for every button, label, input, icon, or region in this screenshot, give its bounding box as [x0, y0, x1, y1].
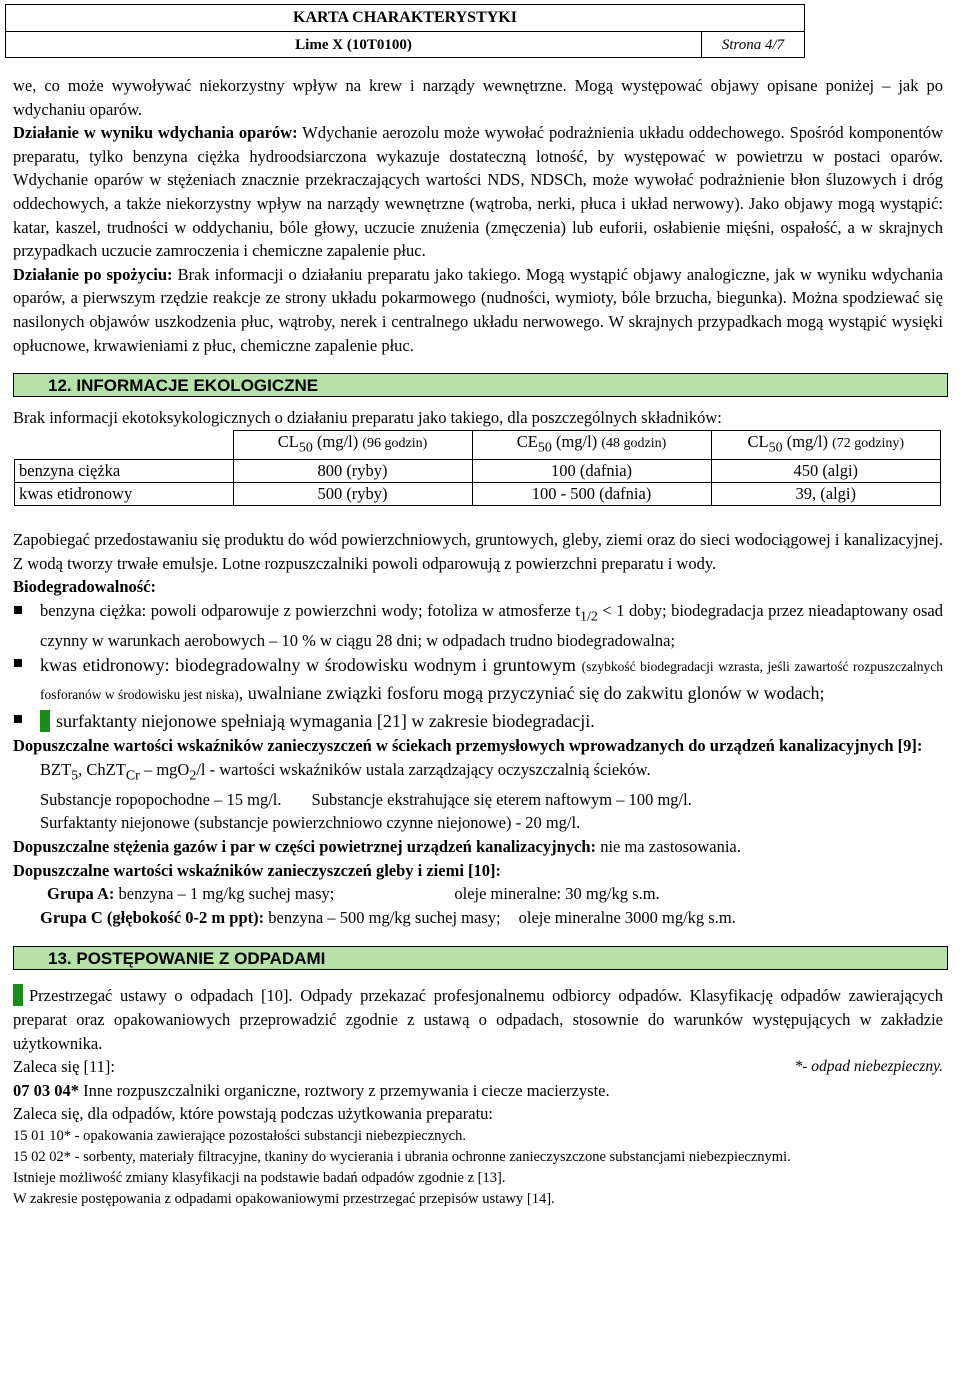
table-cell: 500 (ryby) — [233, 483, 472, 506]
waste-item: 15 02 02* - sorbenty, materiały filtracyjne, tkaniny do wycierania i ubrania ochronne zanieczyszczone substancjami niebezpiecznymi. — [13, 1148, 791, 1165]
table-cell: 39, (algi) — [711, 483, 941, 506]
inhalation-label: Działanie w wyniku wdychania oparów: — [13, 123, 298, 143]
waste-item: 15 01 10* - opakowania zawierające pozostałości substancji niebezpiecznych. — [13, 1127, 466, 1144]
bzt-line: $BZT_5$, ChZT$_{Cr}$ – mgO$_2$/l - wartości wskaźników ustala zarządzający oczyszczalnią ścieków. — [40, 759, 651, 784]
list-item: surfaktanty niejonowe spełniają wymagania [21] w zakresie biodegradacji. — [13, 708, 943, 734]
table-row — [15, 460, 941, 483]
revision-marker-icon — [13, 984, 23, 1006]
gas-limits-paragraph: Dopuszczalne stężenia gazów i par w części powietrznej urządzeń kanalizacyjnych: nie ma zastosowania. — [13, 836, 741, 856]
table-cell: 450 (algi) — [711, 460, 941, 483]
ingestion-label: Działanie po spożyciu: — [13, 264, 173, 284]
section-13-heading: 13. POSTĘPOWANIE Z ODPADAMI — [13, 946, 948, 970]
biodegradability-list — [13, 599, 943, 734]
table-header-cl50-96h: $CL_{50}$ (mg/l) (96 godzin) — [233, 430, 472, 459]
document-header — [5, 4, 805, 58]
group-c-line: Grupa C (głębokość 0-2 m ppt): benzyna – 500 mg/kg suchej masy; oleje mineralne 3000 mg/kg s.m. — [40, 907, 736, 927]
inhalation-paragraph — [13, 121, 943, 263]
table-header-row — [15, 430, 941, 459]
table-cell: 100 (dafnia) — [472, 460, 711, 483]
table-cell: 800 (ryby) — [233, 460, 472, 483]
group-a-line: Grupa A: benzyna – 1 mg/kg suchej masy; oleje mineralne: 30 mg/kg s.m. — [47, 884, 660, 904]
surfactants-line: Surfaktanty niejonowe (substancje powierzchniowo czynne niejonowe) - 20 mg/l. — [40, 813, 581, 833]
table-header-cl50-72h: $CL_{50}$ (mg/l) (72 godziny) — [711, 430, 941, 459]
page-number: Strona 4/7 — [721, 37, 785, 53]
soil-limits-label: Dopuszczalne wartości wskaźników zanieczyszczeń gleby i ziemi [10]: — [13, 860, 502, 880]
ingestion-paragraph — [13, 263, 943, 357]
revision-marker-icon — [40, 710, 50, 732]
document-title: KARTA CHARAKTERYSTYKI — [6, 5, 804, 32]
list-item: kwas etidronowy: biodegradowalny w środowisku wodnym i gruntowym (szybkość biodegradacji wzrasta, jeśli zawartość rozpuszczalnych fosforanów w środowisku jest niska), uwalniane związki fosforu mogą przyczyniać się do zakwitu glonów w wodach; — [13, 652, 943, 708]
table-cell-name: kwas etidronowy — [15, 483, 234, 506]
table-cell-name: benzyna ciężka — [15, 460, 234, 483]
table-header-ce50-48h: $CE_{50}$ (mg/l) (48 godzin) — [472, 430, 711, 459]
intro-paragraph: we, co może wywoływać niekorzystny wpływ na krew i narządy wewnętrzne. Mogą występować objawy opisane poniżej – jak po wdychaniu oparów. — [13, 76, 943, 119]
list-item: benzyna ciężka: powoli odparowuje z powierzchni wody; fotoliza w atmosferze $t_{1/2} < 1$ doby; biodegradacja przez nieadaptowany osad czynny w warunkach aerobowych – 10 % w ciągu 28 dni; w odpadach trudno biodegradowalna; — [13, 599, 943, 652]
document-body — [13, 74, 943, 1210]
ingestion-text: Brak informacji o działaniu preparatu jako takiego. Mogą wystąpić objawy analogiczne, jak w wyniku wdychania oparów, a pierwszym rzędzie reakcje ze strony układu pokarmowego (nudności, wymioty, bóle brzucha, biegunka). Można spodziewać się nasilonych objawów uszkodzenia płuc, wątroby, nerek i centralnego układu nerwowego. W skrajnych przypadkach mogą wystąpić wysięki opłucnowe, krwawieniami z płuc, chemiczne zapalenie płuc. — [13, 264, 944, 355]
waste-item: Istnieje możliwość zmiany klasyfikacji na podstawie badań odpadów zgodnie z [13]. — [13, 1169, 506, 1186]
table-cell: 100 - 500 (dafnia) — [472, 483, 711, 506]
ecotox-table — [14, 430, 941, 506]
table-empty-cell — [15, 430, 234, 459]
table-row — [15, 483, 941, 506]
waste-paragraph: Przestrzegać ustawy o odpadach [10]. Odpady przekazać profesjonalnemu odbiorcy odpadów. Klasyfikację odpadów zawierających preparat oraz opakowaniowych przeprowadzić zgodnie z ustawą o odpadach, stosownie do warunków występujących w zakładzie użytkownika. — [13, 986, 943, 1053]
sewage-limits-label: Dopuszczalne wartości wskaźników zanieczyszczeń w ściekach przemysłowych wprowadzanych do urządzeń kanalizacyjnych [9]: — [13, 736, 923, 756]
recommend-line-2: Zaleca się, dla odpadów, które powstają podczas użytkowania preparatu: — [13, 1104, 493, 1124]
waste-item: W zakresie postępowania z odpadami opakowaniowymi przestrzegać przepisów ustawy [14]. — [13, 1190, 555, 1207]
biodegradability-label: Biodegradowalność: — [13, 577, 157, 597]
section-12-heading: 12. INFORMACJE EKOLOGICZNE — [13, 373, 948, 397]
inhalation-text: Wdychanie aerozolu może wywołać podrażnienia układu oddechowego. Spośród komponentów preparatu, tylko benzyna ciężka hydroodsiarczona wykazuje dostateczną lotność, by występować w powietrzu w postaci oparów. Wdychanie oparów w stężeniach znacznie przekraczających wartości NDS, NDSCh, może wywołać podrażnienie błon śluzowych i dróg oddechowych, a także niekorzystny wpływ na narządy wewnętrzne (wątroba, nerki, płuca i układ nerwowy). Jako objawy mogą wystąpić: katar, kaszel, trudności w oddychaniu, bóle głowy, uczucie znużenia (zmęczenia) lub euforii, osłabienie mięśni, ospałość, a w skrajnych przypadkach uczucie zamroczenia i chemiczne zapalenie płuc. — [13, 123, 943, 261]
substances-line: Substancje ropopochodne – 15 mg/l. Substancje ekstrahujące się eterem naftowym – 100 mg/l. — [40, 789, 692, 809]
prevent-paragraph: Zapobiegać przedostawaniu się produktu do wód powierzchniowych, gruntowych, gleby, ziemi oraz do sieci wodociągowej i kanalizacyjnej. Z wodą tworzy trwałe emulsje. Lotne rozpuszczalniki powoli odparowują z powierzchni preparatu i wody. — [13, 530, 943, 573]
recommend-line: Zaleca się [11]: *- odpad niebezpieczny. — [13, 1057, 943, 1077]
waste-code-line: 07 03 04* Inne rozpuszczalniki organiczne, roztwory z przemywania i ciecze macierzyste. — [13, 1080, 610, 1100]
product-name: Lime X (10T0100) — [6, 32, 702, 58]
ecotox-lead: Brak informacji ekotoksykologicznych o działaniu preparatu jako takiego, dla poszczególnych składników: — [13, 408, 722, 428]
